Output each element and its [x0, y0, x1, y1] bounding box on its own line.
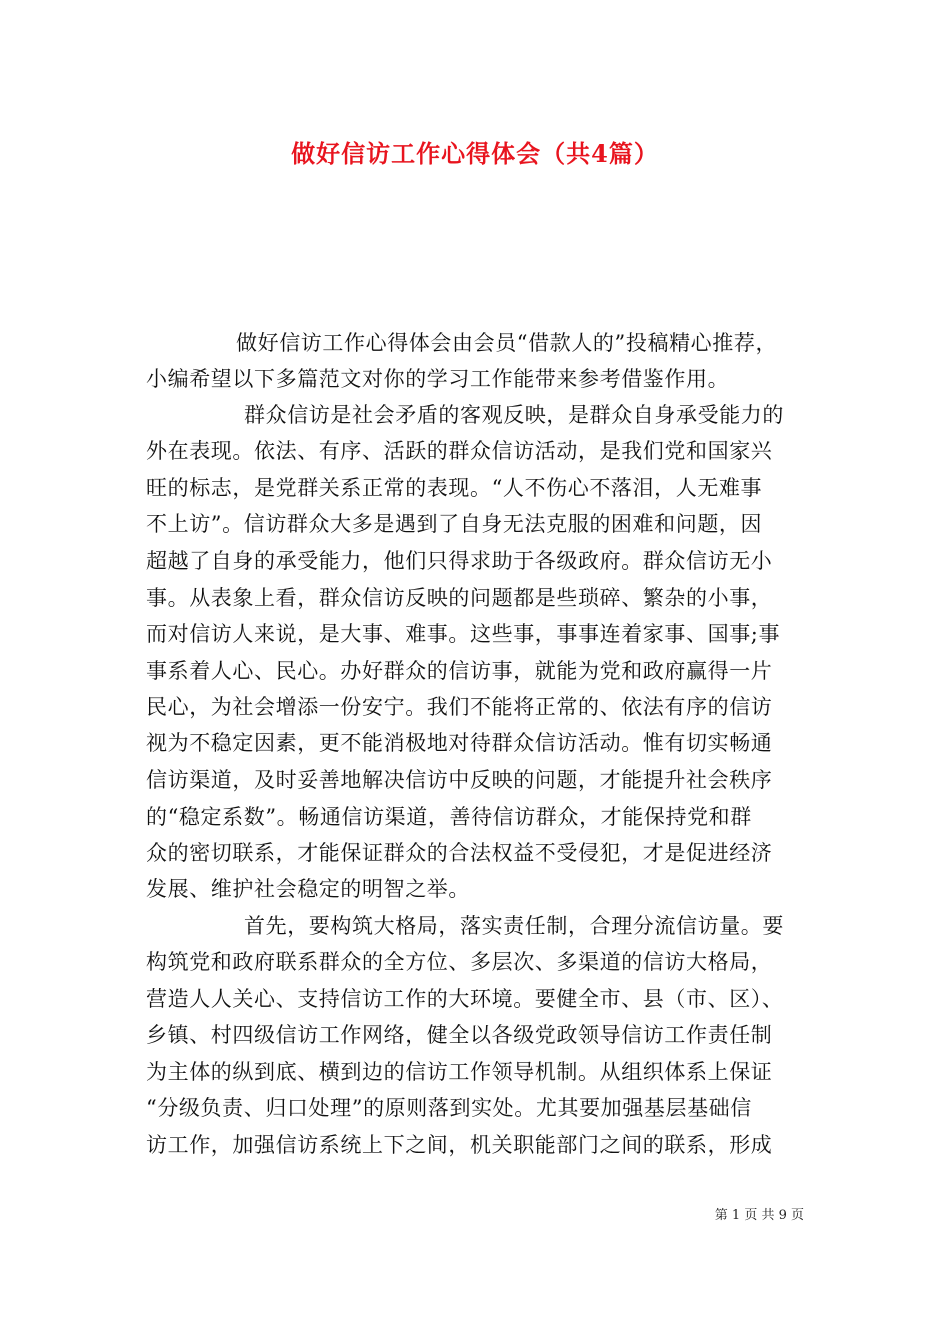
- body-line: 众的密切联系，才能保证群众的合法权益不受侵犯，才是促进经济: [146, 841, 773, 865]
- body-line: 事系着人心、民心。办好群众的信访事，就能为党和政府赢得一片: [146, 659, 773, 683]
- body-line: 不上访”。信访群众大多是遇到了自身无法克服的困难和问题，因: [146, 512, 763, 536]
- body-line: 视为不稳定因素，更不能消极地对待群众信访活动。惟有切实畅通: [146, 731, 773, 755]
- body-line: 的“稳定系数”。畅通信访渠道，善待信访群众，才能保持党和群: [146, 805, 752, 829]
- body-line: 超越了自身的承受能力，他们只得求助于各级政府。群众信访无小: [146, 549, 773, 573]
- body-line: 信访渠道，及时妥善地解决信访中反映的问题，才能提升社会秩序: [146, 768, 773, 792]
- document-title: 做好信访工作心得体会（共4篇）: [291, 139, 659, 168]
- body-line: “分级负责、归口处理”的原则落到实处。尤其要加强基层基础信: [146, 1096, 752, 1120]
- body-line: 发展、维护社会稳定的明智之举。: [146, 877, 470, 901]
- body-line: 民心，为社会增添一份安宁。我们不能将正常的、依法有序的信访: [146, 695, 773, 719]
- body-line: 旺的标志，是党群关系正常的表现。“人不伤心不落泪，人无难事: [146, 476, 763, 500]
- body-line: 群众信访是社会矛盾的客观反映，是群众自身承受能力的: [244, 403, 784, 427]
- body-line: 为主体的纵到底、横到边的信访工作领导机制。从组织体系上保证: [146, 1060, 773, 1084]
- body-line: 首先，要构筑大格局，落实责任制，合理分流信访量。要: [244, 914, 784, 938]
- body-line: 做好信访工作心得体会由会员“借款人的”投稿精心推荐，: [236, 331, 778, 355]
- page-number: 第 1 页 共 9 页: [714, 1208, 804, 1223]
- body-line: 外在表现。依法、有序、活跃的群众信访活动，是我们党和国家兴: [146, 439, 773, 463]
- body-line: 营造人人关心、支持信访工作的大环境。要健全市、县（市、区）、: [146, 987, 784, 1011]
- body-line: 小编希望以下多篇范文对你的学习工作能带来参考借鉴作用。: [146, 367, 730, 391]
- body-line: 构筑党和政府联系群众的全方位、多层次、多渠道的信访大格局，: [146, 950, 773, 974]
- body-line: 而对信访人来说，是大事、难事。这些事，事事连着家事、国事;事: [146, 622, 781, 646]
- body-line: 访工作，加强信访系统上下之间，机关职能部门之间的联系，形成: [146, 1133, 773, 1157]
- body-line: 事。从表象上看，群众信访反映的问题都是些琐碎、繁杂的小事，: [146, 586, 773, 610]
- body-line: 乡镇、村四级信访工作网络，健全以各级党政领导信访工作责任制: [146, 1023, 773, 1047]
